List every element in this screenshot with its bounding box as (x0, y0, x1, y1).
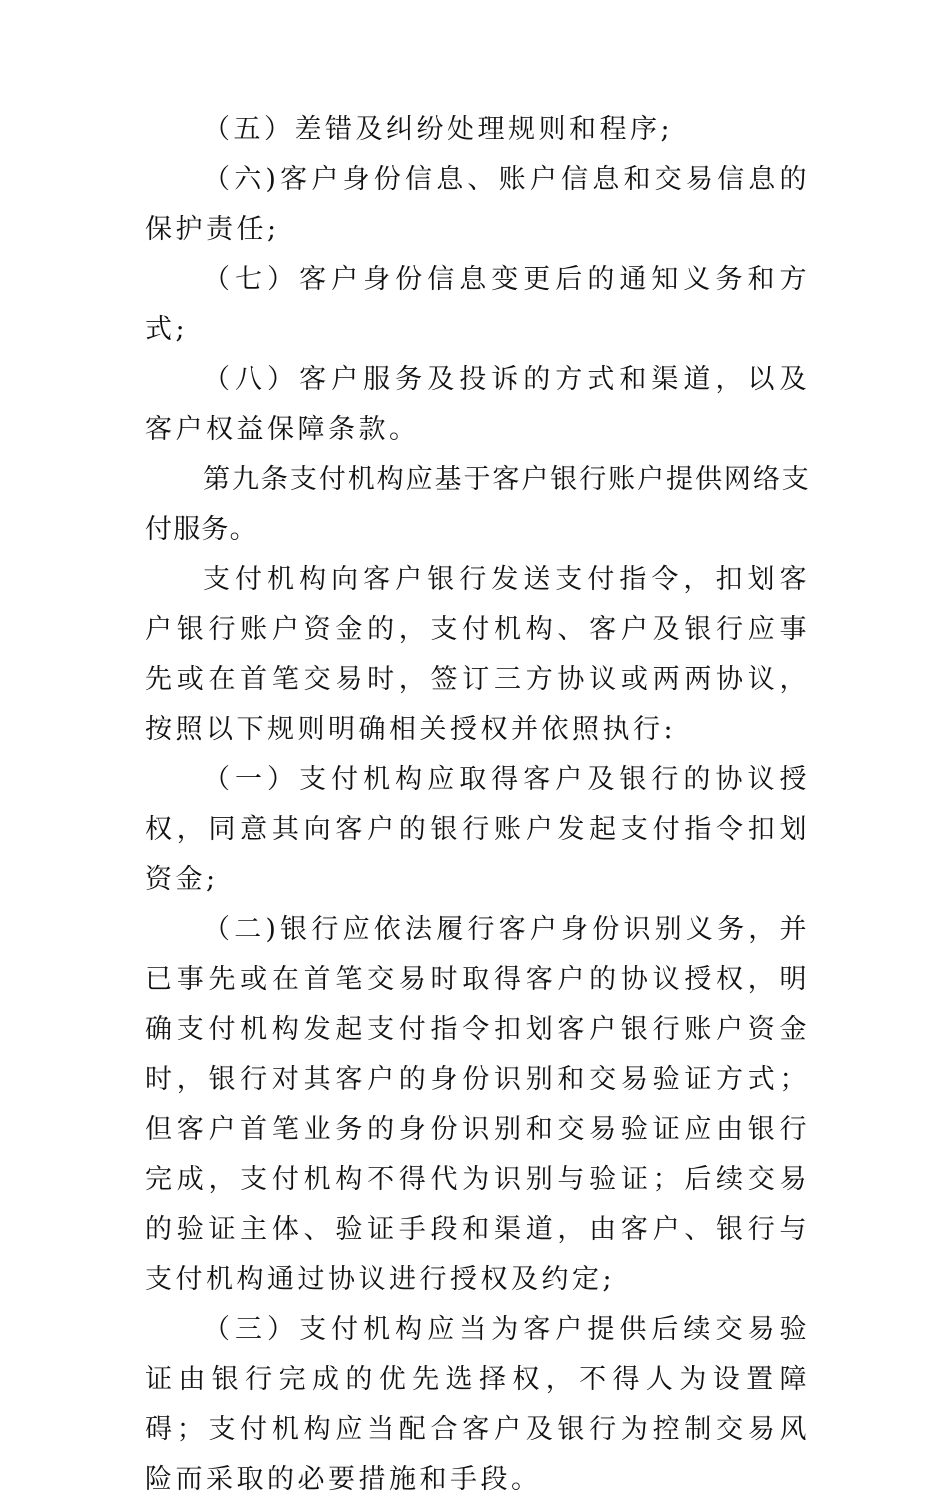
paragraph-item-7: （七）客户身份信息变更后的通知义务和方式; (145, 264, 810, 345)
rule-item-1: （一）支付机构应取得客户及银行的协议授权，同意其向客户的银行账户发起支付指令扣划资金; (145, 764, 810, 895)
paragraph-item-8: （八）客户服务及投诉的方式和渠道，以及客户权益保障条款。 (145, 364, 810, 445)
paragraph-item-6: （六)客户身份信息、账户信息和交易信息的保护责任; (145, 164, 810, 245)
article-9-heading: 第九条支付机构应基于客户银行账户提供网络支付服务。 (145, 464, 810, 545)
rule-item-2: （二)银行应依法履行客户身份识别义务，并已事先或在首笔交易时取得客户的协议授权，明确支付机构发起支付指令扣划客户银行账户资金时，银行对其客户的身份识别和交易验证方式；但客户首笔业务的身份识别和交易验证应由银行完成，支付机构不得代为识别与验证；后续交易的验证主体、验证手段和渠道，由客户、银行与支付机构通过协议进行授权及约定; (145, 914, 810, 1295)
article-9-paragraph: 支付机构向客户银行发送支付指令，扣划客户银行账户资金的，支付机构、客户及银行应事先或在首笔交易时，签订三方协议或两两协议，按照以下规则明确相关授权并依照执行: (145, 564, 810, 745)
paragraph-item-5: （五）差错及纠纷处理规则和程序; (203, 114, 674, 145)
document-body (145, 105, 810, 1505)
rule-item-3: （三）支付机构应当为客户提供后续交易验证由银行完成的优先选择权，不得人为设置障碍；支付机构应当配合客户及银行为控制交易风险而采取的必要措施和手段。 (145, 1314, 810, 1495)
